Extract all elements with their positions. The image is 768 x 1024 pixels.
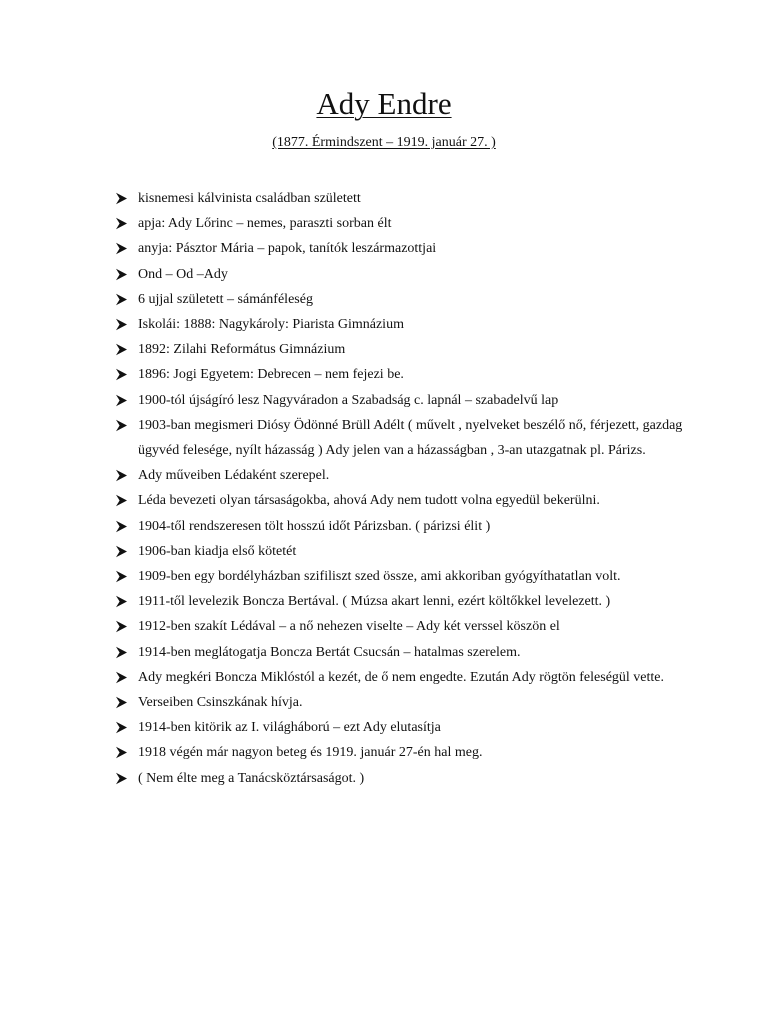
list-item (115, 766, 685, 791)
list-item (115, 589, 685, 614)
bullet-list (115, 186, 685, 791)
arrowhead-bullet-icon (115, 337, 129, 362)
list-item (115, 564, 685, 589)
list-item-text: 1914-ben kitörik az I. világháború – ezt Ady elutasítja (138, 720, 441, 736)
list-item (115, 413, 685, 463)
list-item (115, 362, 685, 387)
list-item (115, 262, 685, 287)
arrowhead-bullet-icon (115, 665, 129, 690)
list-item-text: 1918 végén már nagyon beteg és 1919. január 27-én hal meg. (138, 745, 483, 761)
list-item (115, 211, 685, 236)
arrowhead-bullet-icon (115, 211, 129, 236)
list-item (115, 640, 685, 665)
list-item (115, 186, 685, 211)
list-item (115, 312, 685, 337)
list-item-text: Léda bevezeti olyan társaságokba, ahová Ady nem tudott volna egyedül bekerülni. (138, 493, 600, 509)
list-item-text: 1912-ben szakít Lédával – a nő nehezen viselte – Ady két verssel köszön el (138, 619, 560, 635)
page-subtitle: (1877. Érmindszent – 1919. január 27. ) (272, 135, 496, 150)
arrowhead-bullet-icon (115, 740, 129, 765)
arrowhead-bullet-icon (115, 488, 129, 513)
list-item (115, 614, 685, 639)
list-item-text: 1911-től levelezik Boncza Bertával. ( Múzsa akart lenni, ezért költőkkel levelezett. ) (138, 594, 611, 610)
list-item-text: 1900-tól újságíró lesz Nagyváradon a Szabadság c. lapnál – szabadelvű lap (138, 392, 559, 408)
arrowhead-bullet-icon (115, 766, 129, 791)
list-item-text: 1909-ben egy bordélyházban szifiliszt szed össze, ami akkoriban gyógyíthatatlan volt. (138, 569, 621, 585)
list-item-text: apja: Ady Lőrinc – nemes, paraszti sorban élt (138, 216, 392, 232)
list-item (115, 740, 685, 765)
arrowhead-bullet-icon (115, 715, 129, 740)
list-item-text: 1914-ben meglátogatja Boncza Bertát Csucsán – hatalmas szerelem. (138, 644, 521, 660)
list-item (115, 715, 685, 740)
arrowhead-bullet-icon (115, 463, 129, 488)
arrowhead-bullet-icon (115, 564, 129, 589)
list-item (115, 236, 685, 261)
list-item (115, 539, 685, 564)
arrowhead-bullet-icon (115, 614, 129, 639)
list-item-text: ( Nem élte meg a Tanácsköztársaságot. ) (138, 770, 365, 786)
arrowhead-bullet-icon (115, 262, 129, 287)
arrowhead-bullet-icon (115, 388, 129, 413)
list-item-text: 6 ujjal született – sámánféleség (138, 291, 313, 307)
arrowhead-bullet-icon (115, 287, 129, 312)
page-title: Ady Endre (316, 86, 452, 121)
arrowhead-bullet-icon (115, 312, 129, 337)
arrowhead-bullet-icon (115, 413, 129, 438)
list-item-text: Verseiben Csinszkának hívja. (138, 695, 303, 711)
list-item (115, 665, 685, 690)
list-item (115, 488, 685, 513)
list-item (115, 287, 685, 312)
list-item (115, 690, 685, 715)
list-item-text: 1903-ban megismeri Diósy Ödönné Brüll Adélt ( művelt , nyelveket beszélő nő, férjezett, gazdag ügyvéd felesége, nyílt házasság ) Ady jelen van a házasságban , 3-an utazgatnak pl. Párizs. (138, 417, 683, 459)
arrowhead-bullet-icon (115, 539, 129, 564)
list-item-text: Ady műveiben Lédaként szerepel. (138, 468, 330, 484)
arrowhead-bullet-icon (115, 690, 129, 715)
list-item-text: 1906-ban kiadja első kötetét (138, 543, 297, 559)
list-item-text: 1892: Zilahi Református Gimnázium (138, 342, 346, 358)
arrowhead-bullet-icon (115, 589, 129, 614)
list-item (115, 388, 685, 413)
list-item-text: 1904-től rendszeresen tölt hosszú időt Párizsban. ( párizsi élit ) (138, 518, 491, 534)
list-item (115, 463, 685, 488)
list-item-text: Ond – Od –Ady (138, 266, 228, 282)
arrowhead-bullet-icon (115, 514, 129, 539)
arrowhead-bullet-icon (115, 236, 129, 261)
list-item-text: anyja: Pásztor Mária – papok, tanítók leszármazottjai (138, 241, 437, 257)
list-item-text: kisnemesi kálvinista családban született (138, 191, 361, 206)
list-item-text: 1896: Jogi Egyetem: Debrecen – nem fejezi be. (138, 367, 404, 383)
list-item-text: Iskolái: 1888: Nagykároly: Piarista Gimnázium (138, 317, 404, 333)
list-item (115, 337, 685, 362)
list-item (115, 514, 685, 539)
arrowhead-bullet-icon (115, 362, 129, 387)
arrowhead-bullet-icon (115, 640, 129, 665)
arrowhead-bullet-icon (115, 186, 129, 211)
list-item-text: Ady megkéri Boncza Miklóstól a kezét, de ő nem engedte. Ezután Ady rögtön feleségül vette. (138, 669, 665, 685)
